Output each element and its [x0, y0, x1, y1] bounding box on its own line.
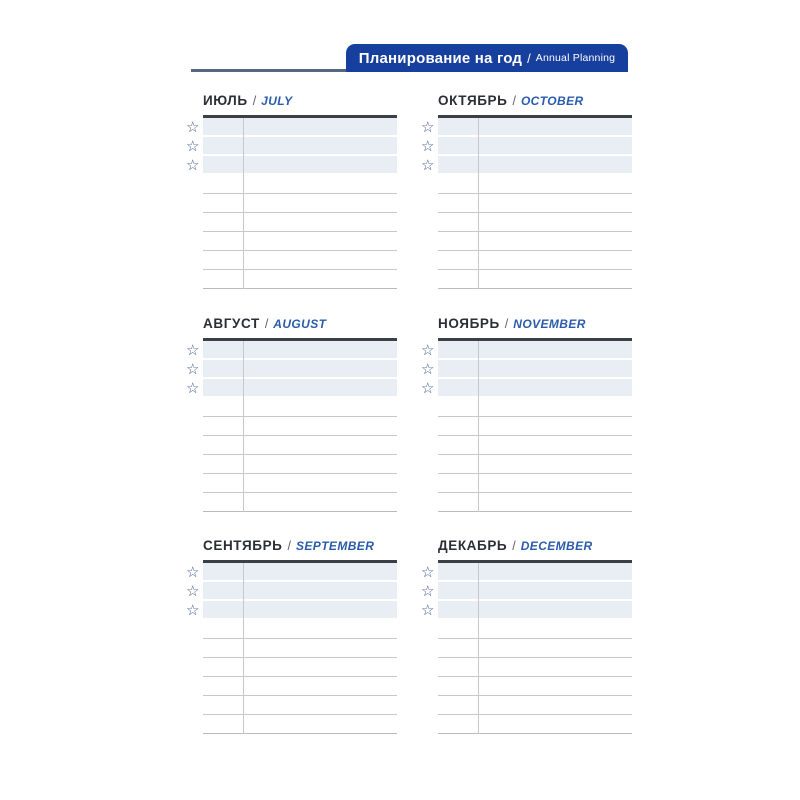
table-row — [203, 398, 397, 417]
month-name-ru: ИЮЛЬ — [203, 93, 248, 108]
table-row — [438, 436, 632, 455]
table-row — [438, 417, 632, 436]
table-row — [203, 118, 397, 137]
planning-table — [438, 115, 632, 289]
month-name-ru: СЕНТЯБРЬ — [203, 538, 283, 553]
star-icon: ☆ — [421, 601, 435, 619]
table-row — [438, 251, 632, 270]
table-row — [203, 582, 397, 601]
table-row — [438, 175, 632, 194]
table-row — [203, 213, 397, 232]
month-name-en: SEPTEMBER — [295, 539, 375, 553]
table-row — [438, 715, 632, 734]
table-row — [438, 270, 632, 289]
column-divider — [478, 341, 479, 512]
star-icon: ☆ — [421, 582, 435, 600]
table-row — [438, 341, 632, 360]
table-row — [438, 232, 632, 251]
month-name-en: OCTOBER — [520, 94, 584, 108]
month-title-separator: / — [287, 539, 291, 553]
month-title — [203, 317, 397, 331]
table-row — [438, 620, 632, 639]
table-row — [438, 601, 632, 620]
month-title-separator: / — [512, 539, 516, 553]
column-divider — [243, 341, 244, 512]
column-divider — [478, 563, 479, 734]
planning-table — [438, 560, 632, 734]
month-name-ru: ОКТЯБРЬ — [438, 93, 508, 108]
table-row — [438, 639, 632, 658]
month-name-en: AUGUST — [273, 317, 327, 331]
table-row — [203, 341, 397, 360]
table-row — [203, 696, 397, 715]
month-section-november — [421, 317, 632, 512]
star-icon: ☆ — [421, 379, 435, 397]
month-title-separator: / — [252, 94, 257, 108]
column-divider — [478, 118, 479, 289]
month-body — [186, 338, 397, 512]
month-section-december — [421, 539, 632, 734]
month-section-august — [186, 317, 397, 512]
table-row — [203, 360, 397, 379]
page-title-en: Annual Planning — [535, 52, 616, 64]
table-row — [438, 493, 632, 512]
table-row — [203, 417, 397, 436]
star-icon: ☆ — [186, 601, 200, 619]
month-title — [438, 317, 632, 331]
star-icon: ☆ — [421, 137, 435, 155]
table-row — [438, 379, 632, 398]
month-title — [438, 94, 632, 108]
month-body — [421, 115, 632, 289]
star-icon: ☆ — [186, 341, 200, 359]
table-row — [203, 379, 397, 398]
table-row — [438, 118, 632, 137]
month-body — [421, 560, 632, 734]
month-title-separator: / — [504, 317, 509, 331]
table-row — [438, 194, 632, 213]
month-body — [186, 560, 397, 734]
planning-table — [203, 560, 397, 734]
priority-stars — [421, 115, 438, 289]
table-row — [438, 455, 632, 474]
table-row — [203, 137, 397, 156]
table-row — [203, 563, 397, 582]
table-row — [438, 563, 632, 582]
priority-stars — [421, 338, 438, 512]
planning-table — [203, 115, 397, 289]
table-row — [438, 677, 632, 696]
table-row — [438, 398, 632, 417]
table-row — [203, 601, 397, 620]
table-row — [203, 455, 397, 474]
column-divider — [243, 118, 244, 289]
star-icon: ☆ — [186, 118, 200, 136]
star-icon: ☆ — [421, 563, 435, 581]
table-row — [438, 137, 632, 156]
month-section-july — [186, 94, 397, 289]
table-row — [438, 582, 632, 601]
month-name-ru: АВГУСТ — [203, 316, 260, 331]
table-row — [438, 213, 632, 232]
table-row — [203, 232, 397, 251]
table-row — [203, 493, 397, 512]
table-row — [438, 360, 632, 379]
table-row — [203, 175, 397, 194]
star-icon: ☆ — [421, 118, 435, 136]
page-title-separator: / — [527, 50, 531, 66]
month-name-ru: НОЯБРЬ — [438, 316, 500, 331]
table-row — [203, 194, 397, 213]
table-row — [438, 658, 632, 677]
priority-stars — [186, 338, 203, 512]
star-icon: ☆ — [421, 360, 435, 378]
month-title — [203, 539, 397, 553]
star-icon: ☆ — [186, 137, 200, 155]
month-title — [438, 539, 632, 553]
priority-stars — [186, 115, 203, 289]
month-section-september — [186, 539, 397, 734]
star-icon: ☆ — [186, 379, 200, 397]
star-icon: ☆ — [421, 341, 435, 359]
month-section-october — [421, 94, 632, 289]
planning-table — [438, 338, 632, 512]
star-icon: ☆ — [186, 156, 200, 174]
star-icon: ☆ — [186, 582, 200, 600]
table-row — [438, 156, 632, 175]
month-body — [421, 338, 632, 512]
month-title-separator: / — [512, 94, 516, 108]
table-row — [203, 251, 397, 270]
priority-stars — [186, 560, 203, 734]
table-row — [203, 620, 397, 639]
table-row — [438, 474, 632, 493]
month-name-en: DECEMBER — [520, 539, 593, 553]
month-body — [186, 115, 397, 289]
month-name-ru: ДЕКАБРЬ — [438, 538, 508, 553]
table-row — [203, 436, 397, 455]
month-title — [203, 94, 397, 108]
column-divider — [243, 563, 244, 734]
table-row — [203, 677, 397, 696]
star-icon: ☆ — [186, 360, 200, 378]
table-row — [203, 270, 397, 289]
table-row — [203, 639, 397, 658]
month-title-separator: / — [264, 317, 269, 331]
table-row — [203, 658, 397, 677]
star-icon: ☆ — [186, 563, 200, 581]
priority-stars — [421, 560, 438, 734]
month-name-en: NOVEMBER — [513, 317, 586, 331]
table-row — [203, 715, 397, 734]
table-row — [203, 156, 397, 175]
planning-table — [203, 338, 397, 512]
table-row — [203, 474, 397, 493]
star-icon: ☆ — [421, 156, 435, 174]
page-title-banner — [346, 44, 628, 72]
table-row — [438, 696, 632, 715]
page-title: Планирование на год — [358, 49, 523, 67]
month-name-en: JULY — [261, 94, 293, 108]
